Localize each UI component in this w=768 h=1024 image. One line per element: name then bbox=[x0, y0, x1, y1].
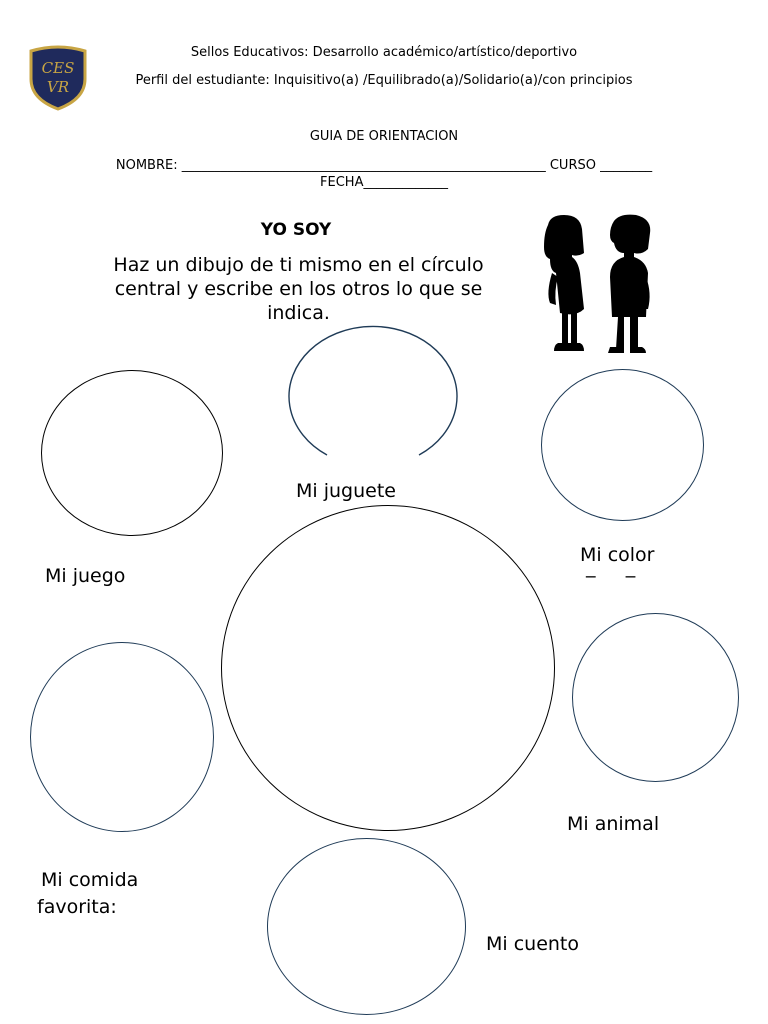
self-portrait-circle bbox=[221, 505, 555, 831]
game-circle bbox=[41, 370, 223, 536]
label-animal: Mi animal bbox=[567, 813, 660, 835]
children-silhouette-illustration bbox=[538, 213, 660, 357]
activity-instructions: Haz un dibujo de ti mismo en el círculo central y escribe en los otros lo que se indica. bbox=[113, 254, 484, 324]
label-food-line-2: favorita: bbox=[37, 896, 117, 918]
guide-title: GUIA DE ORIENTACION bbox=[309, 129, 459, 144]
label-toy: Mi juguete bbox=[296, 480, 396, 502]
label-color: Mi color bbox=[580, 544, 655, 566]
header-line-2: Perfil del estudiante: Inquisitivo(a) /Equilibrado(a)/Solidario(a)/con principios bbox=[135, 73, 633, 88]
date-field-row: FECHA_____________ bbox=[320, 175, 448, 190]
label-game: Mi juego bbox=[45, 565, 126, 587]
animal-circle bbox=[572, 613, 739, 782]
food-circle bbox=[30, 642, 214, 832]
name-course-field-row: NOMBRE: ________________________________________________________ CURSO ________ bbox=[115, 158, 653, 173]
svg-text:CES: CES bbox=[41, 59, 75, 77]
header-line-1: Sellos Educativos: Desarrollo académico/artístico/deportivo bbox=[190, 45, 578, 60]
label-story: Mi cuento bbox=[486, 933, 580, 955]
svg-text:VR: VR bbox=[46, 78, 70, 96]
color-circle bbox=[541, 369, 704, 521]
truncated-text-fragment bbox=[580, 570, 650, 578]
story-circle bbox=[267, 838, 466, 1015]
activity-title: YO SOY bbox=[260, 220, 332, 240]
label-food-line-1: Mi comida bbox=[41, 869, 139, 891]
toy-circle bbox=[287, 321, 459, 463]
